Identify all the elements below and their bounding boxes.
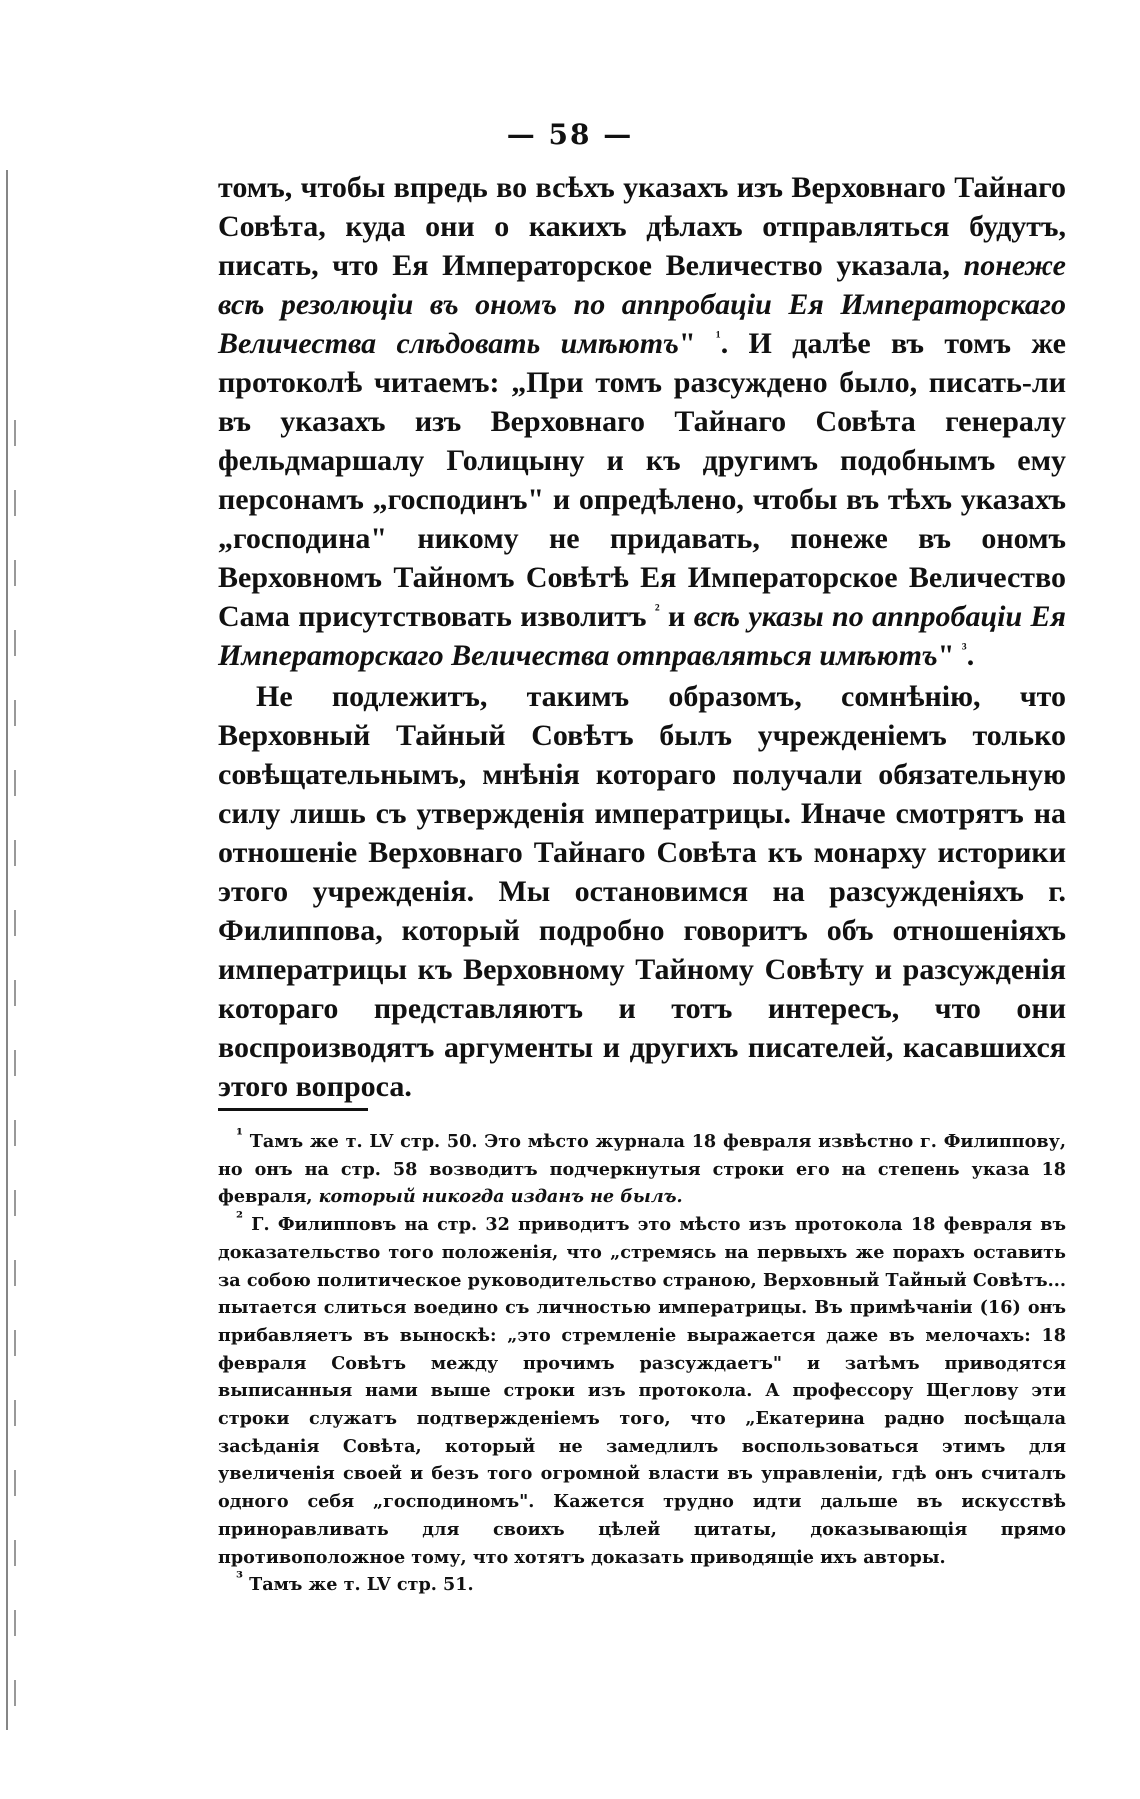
footnote-ref-1: ¹	[715, 329, 721, 346]
page-edge-shadow	[6, 170, 14, 1730]
footnote-3-mark: ³	[236, 1568, 244, 1588]
paragraph-2: Не подлежитъ, такимъ образомъ, сомнѣнію, что Верховный Тайный Совѣтъ былъ учрежденіемъ только совѣщательнымъ, мнѣнія котораго получали обязательную силу лишь съ утвержденія императрицы. Иначе смотрятъ на отношеніе Верховнаго Тайнаго Совѣта къ монарху историки этого учрежденія. Мы остановимся на разсужденіяхъ г. Филиппова, который подробно говоритъ объ отношеніяхъ императрицы къ Верховному Тайному Совѣту и разсужденія котораго представляютъ и тотъ интересъ, что они воспроизводятъ аргументы и другихъ писателей, касавшихся этого вопроса.	[218, 680, 1066, 1103]
p1-text-c: "	[678, 327, 716, 360]
footnote-2-mark: ²	[236, 1208, 244, 1228]
paragraph-1	[218, 168, 1066, 675]
footnote-ref-2: ²	[654, 602, 660, 619]
footnotes	[218, 1125, 1066, 1599]
p1-text-e: и	[659, 600, 694, 633]
p1-emphasis-2: всѣ указы по аппробаціи Ея Императорскаго Величества отправляться имѣютъ	[218, 600, 1066, 672]
footnote-ref-3: ³	[961, 641, 967, 658]
footnote-1-mark: ¹	[236, 1125, 244, 1145]
p1-text-h: .	[966, 639, 975, 672]
footnote-1-text: Тамъ же т. LV стр. 50. Это мѣсто журнала 18 февраля извѣстно г. Филиппову, но онъ на стр. 58 возводитъ подчеркнутыя строки его на степень указа 18 февраля,	[218, 1131, 1066, 1208]
footnote-3	[218, 1568, 1066, 1599]
p1-text-a: томъ, чтобы впредь во всѣхъ указахъ изъ Верховнаго Тайнаго Совѣта, куда они о какихъ дѣлахъ отправляться будутъ, писать, что Ея Императорское Величество указала,	[218, 171, 1066, 282]
footnote-1-emphasis: который никогда изданъ не былъ.	[318, 1186, 683, 1208]
page-edge-marks	[14, 420, 16, 1720]
page-number: — 58 —	[506, 118, 634, 151]
p1-text-d: . И далѣе въ томъ же протоколѣ читаемъ: „При томъ разсуждено было, писать-ли въ указахъ изъ Верховнаго Тайнаго Совѣта генералу фельдмаршалу Голицыну и къ другимъ подобнымъ ему персонамъ „господинъ" и опредѣлено, чтобы въ тѣхъ указахъ „господина" никому не придавать, понеже въ ономъ Верховномъ Тайномъ Совѣтѣ Ея Императорское Величество Сама присутствовать изволитъ	[218, 327, 1066, 633]
footnote-3-text: Тамъ же т. LV стр. 51.	[243, 1574, 474, 1596]
p1-text-g: "	[937, 639, 962, 672]
footnote-2	[218, 1208, 1066, 1571]
footnote-2-text: Г. Филипповъ на стр. 32 приводитъ это мѣсто изъ протокола 18 февраля въ доказательство того положенія, что „стремясь на первыхъ же порахъ оставить за собою политическое руководительство страною, Верховный Тайный Совѣтъ... пытается слиться воедино съ личностью императрицы. Въ примѣчаніи (16) онъ прибавляетъ въ выноскѣ: „это стремленіе выражается даже въ мелочахъ: 18 февраля Совѣтъ между прочимъ разсуждаетъ" и затѣмъ приводятся выписанныя нами выше строки изъ протокола. А профессору Щеглову эти строки служатъ подтвержденіемъ того, что „Екатерина радно посѣщала засѣданія Совѣта, который не замедлилъ воспользоваться этимъ для увеличенія своей и безъ того огромной власти въ управленіи, гдѣ онъ считалъ одного себя „господиномъ". Кажется трудно идти дальше въ искусствѣ приноравливать для своихъ цѣлей цитаты, доказывающія прямо противоположное тому, что хотятъ доказать приводящіе ихъ авторы.	[218, 1214, 1066, 1568]
footnote-separator	[218, 1108, 368, 1111]
p1-emphasis-1: понеже всѣ резолюціи въ ономъ по аппробаціи Ея Императорскаго Величества слѣдовать имѣютъ	[218, 249, 1066, 360]
footnote-1	[218, 1125, 1066, 1211]
main-text	[218, 168, 1066, 1106]
